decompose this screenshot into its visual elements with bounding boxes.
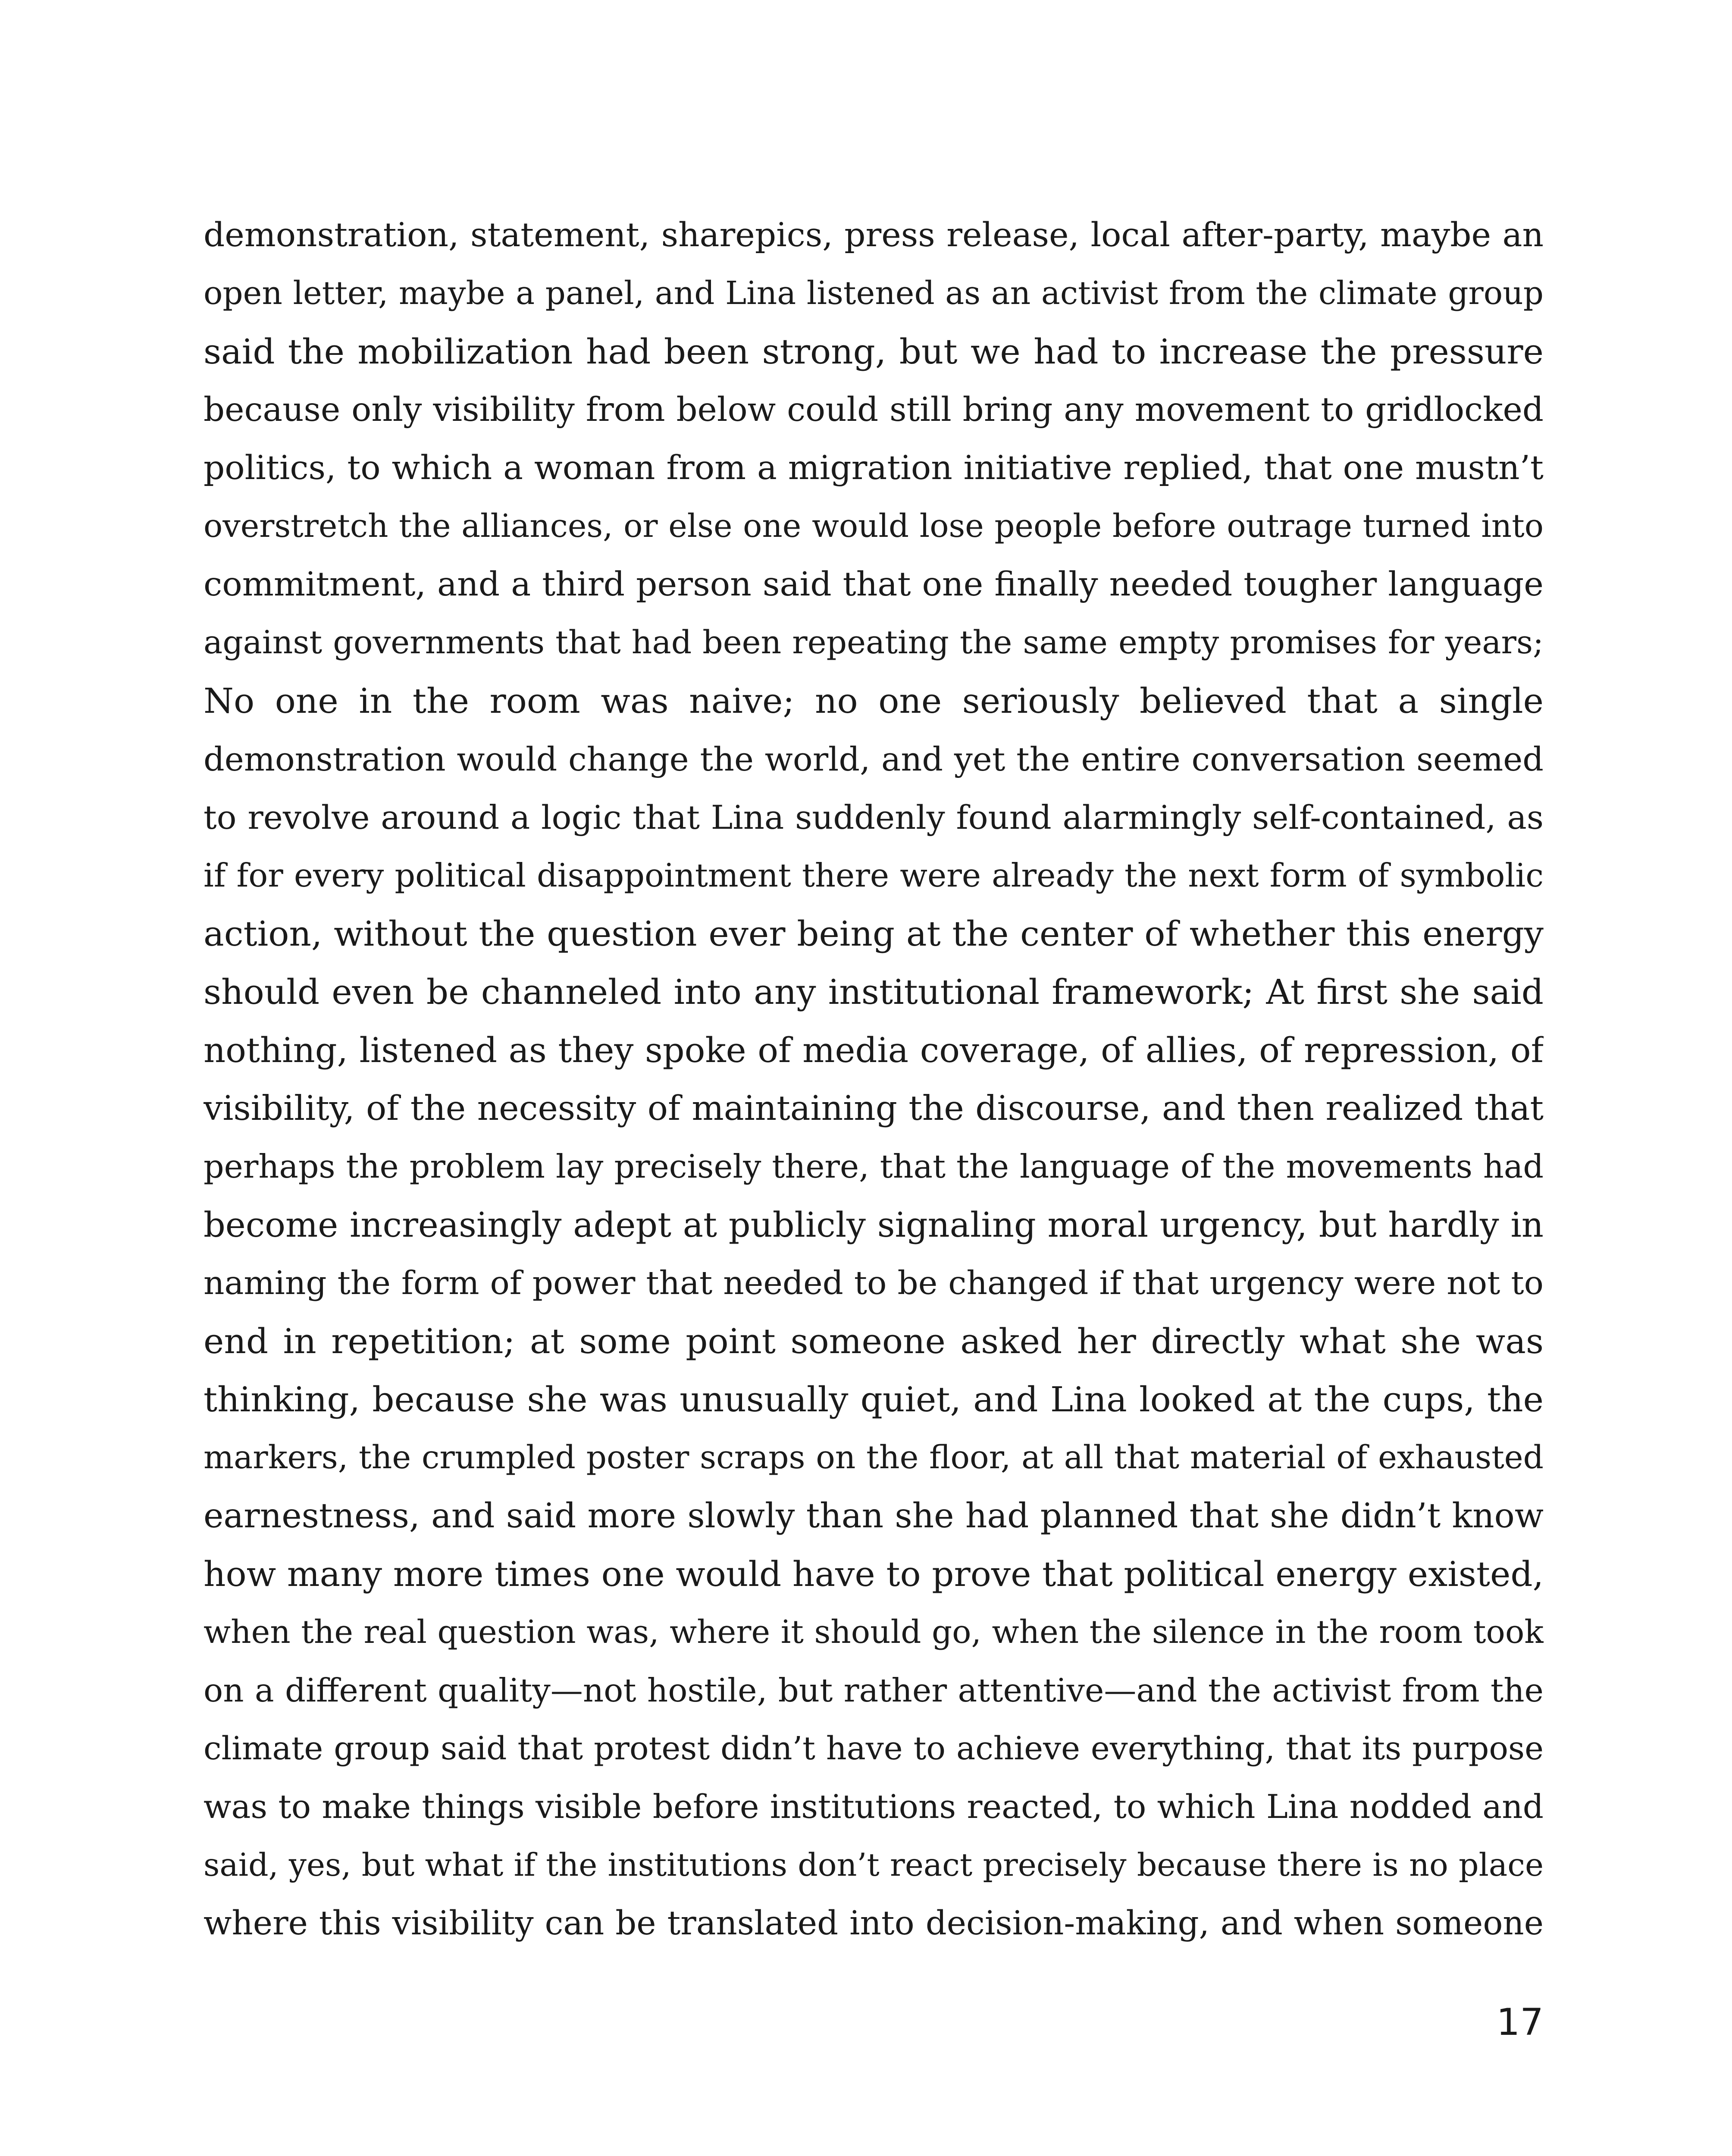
text-line: because only visibility from below could still bring any movement to gridlocked bbox=[204, 391, 1544, 429]
text-line: demonstration, statement, sharepics, press release, local after-party, maybe an bbox=[204, 216, 1544, 254]
text-line: climate group said that protest didn’t have to achieve everything, that its purpose bbox=[204, 1730, 1544, 1767]
text-line: to revolve around a logic that Lina suddenly found alarmingly self-contained, as bbox=[204, 798, 1544, 837]
text-line: said the mobilization had been strong, but we had to increase the pressure bbox=[204, 332, 1544, 372]
text-line: end in repetition; at some point someone asked her directly what she was bbox=[204, 1321, 1544, 1361]
text-line: if for every political disappointment there were already the next form of symbolic bbox=[204, 857, 1544, 894]
text-line: become increasingly adept at publicly signaling moral urgency, but hardly in bbox=[204, 1205, 1544, 1245]
text-line: earnestness, and said more slowly than she had planned that she didn’t know bbox=[204, 1496, 1544, 1536]
text-line: how many more times one would have to prove that political energy existed, bbox=[204, 1554, 1544, 1594]
text-line: demonstration would change the world, and yet the entire conversation seemed bbox=[204, 740, 1544, 778]
text-line: nothing, listened as they spoke of media coverage, of allies, of repression, of bbox=[204, 1030, 1544, 1070]
text-line: No one in the room was naive; no one seriously believed that a single bbox=[204, 681, 1544, 721]
text-line: was to make things visible before institutions reacted, to which Lina nodded and bbox=[204, 1788, 1544, 1826]
text-line: said, yes, but what if the institutions don’t react precisely because there is no place bbox=[204, 1847, 1544, 1883]
text-line: action, without the question ever being at the center of whether this energy bbox=[204, 914, 1544, 954]
text-line: should even be channeled into any institutional framework; At first she said bbox=[204, 972, 1544, 1012]
text-line: when the real question was, where it should go, when the silence in the room took bbox=[204, 1614, 1544, 1651]
text-line: against governments that had been repeating the same empty promises for years; bbox=[204, 624, 1544, 661]
text-line: politics, to which a woman from a migration initiative replied, that one mustn’t bbox=[204, 449, 1544, 487]
text-line: where this visibility can be translated into decision-making, and when someone bbox=[204, 1904, 1544, 1943]
text-line: open letter, maybe a panel, and Lina listened as an activist from the climate group bbox=[204, 275, 1544, 312]
body-text bbox=[204, 206, 1544, 1952]
text-line: commitment, and a third person said that one finally needed tougher language bbox=[204, 565, 1544, 604]
page-number: 17 bbox=[1496, 2001, 1544, 2044]
text-line: visibility, of the necessity of maintaining the discourse, and then realized that bbox=[204, 1088, 1544, 1128]
text-line: naming the form of power that needed to be changed if that urgency were not to bbox=[204, 1264, 1544, 1302]
text-line: on a different quality—not hostile, but rather attentive—and the activist from the bbox=[204, 1671, 1544, 1709]
text-line: thinking, because she was unusually quiet, and Lina looked at the cups, the bbox=[204, 1379, 1544, 1420]
text-line: markers, the crumpled poster scraps on the floor, at all that material of exhausted bbox=[204, 1439, 1544, 1476]
text-line: overstretch the alliances, or else one would lose people before outrage turned into bbox=[204, 508, 1544, 545]
text-line: perhaps the problem lay precisely there, that the language of the movements had bbox=[204, 1148, 1544, 1185]
